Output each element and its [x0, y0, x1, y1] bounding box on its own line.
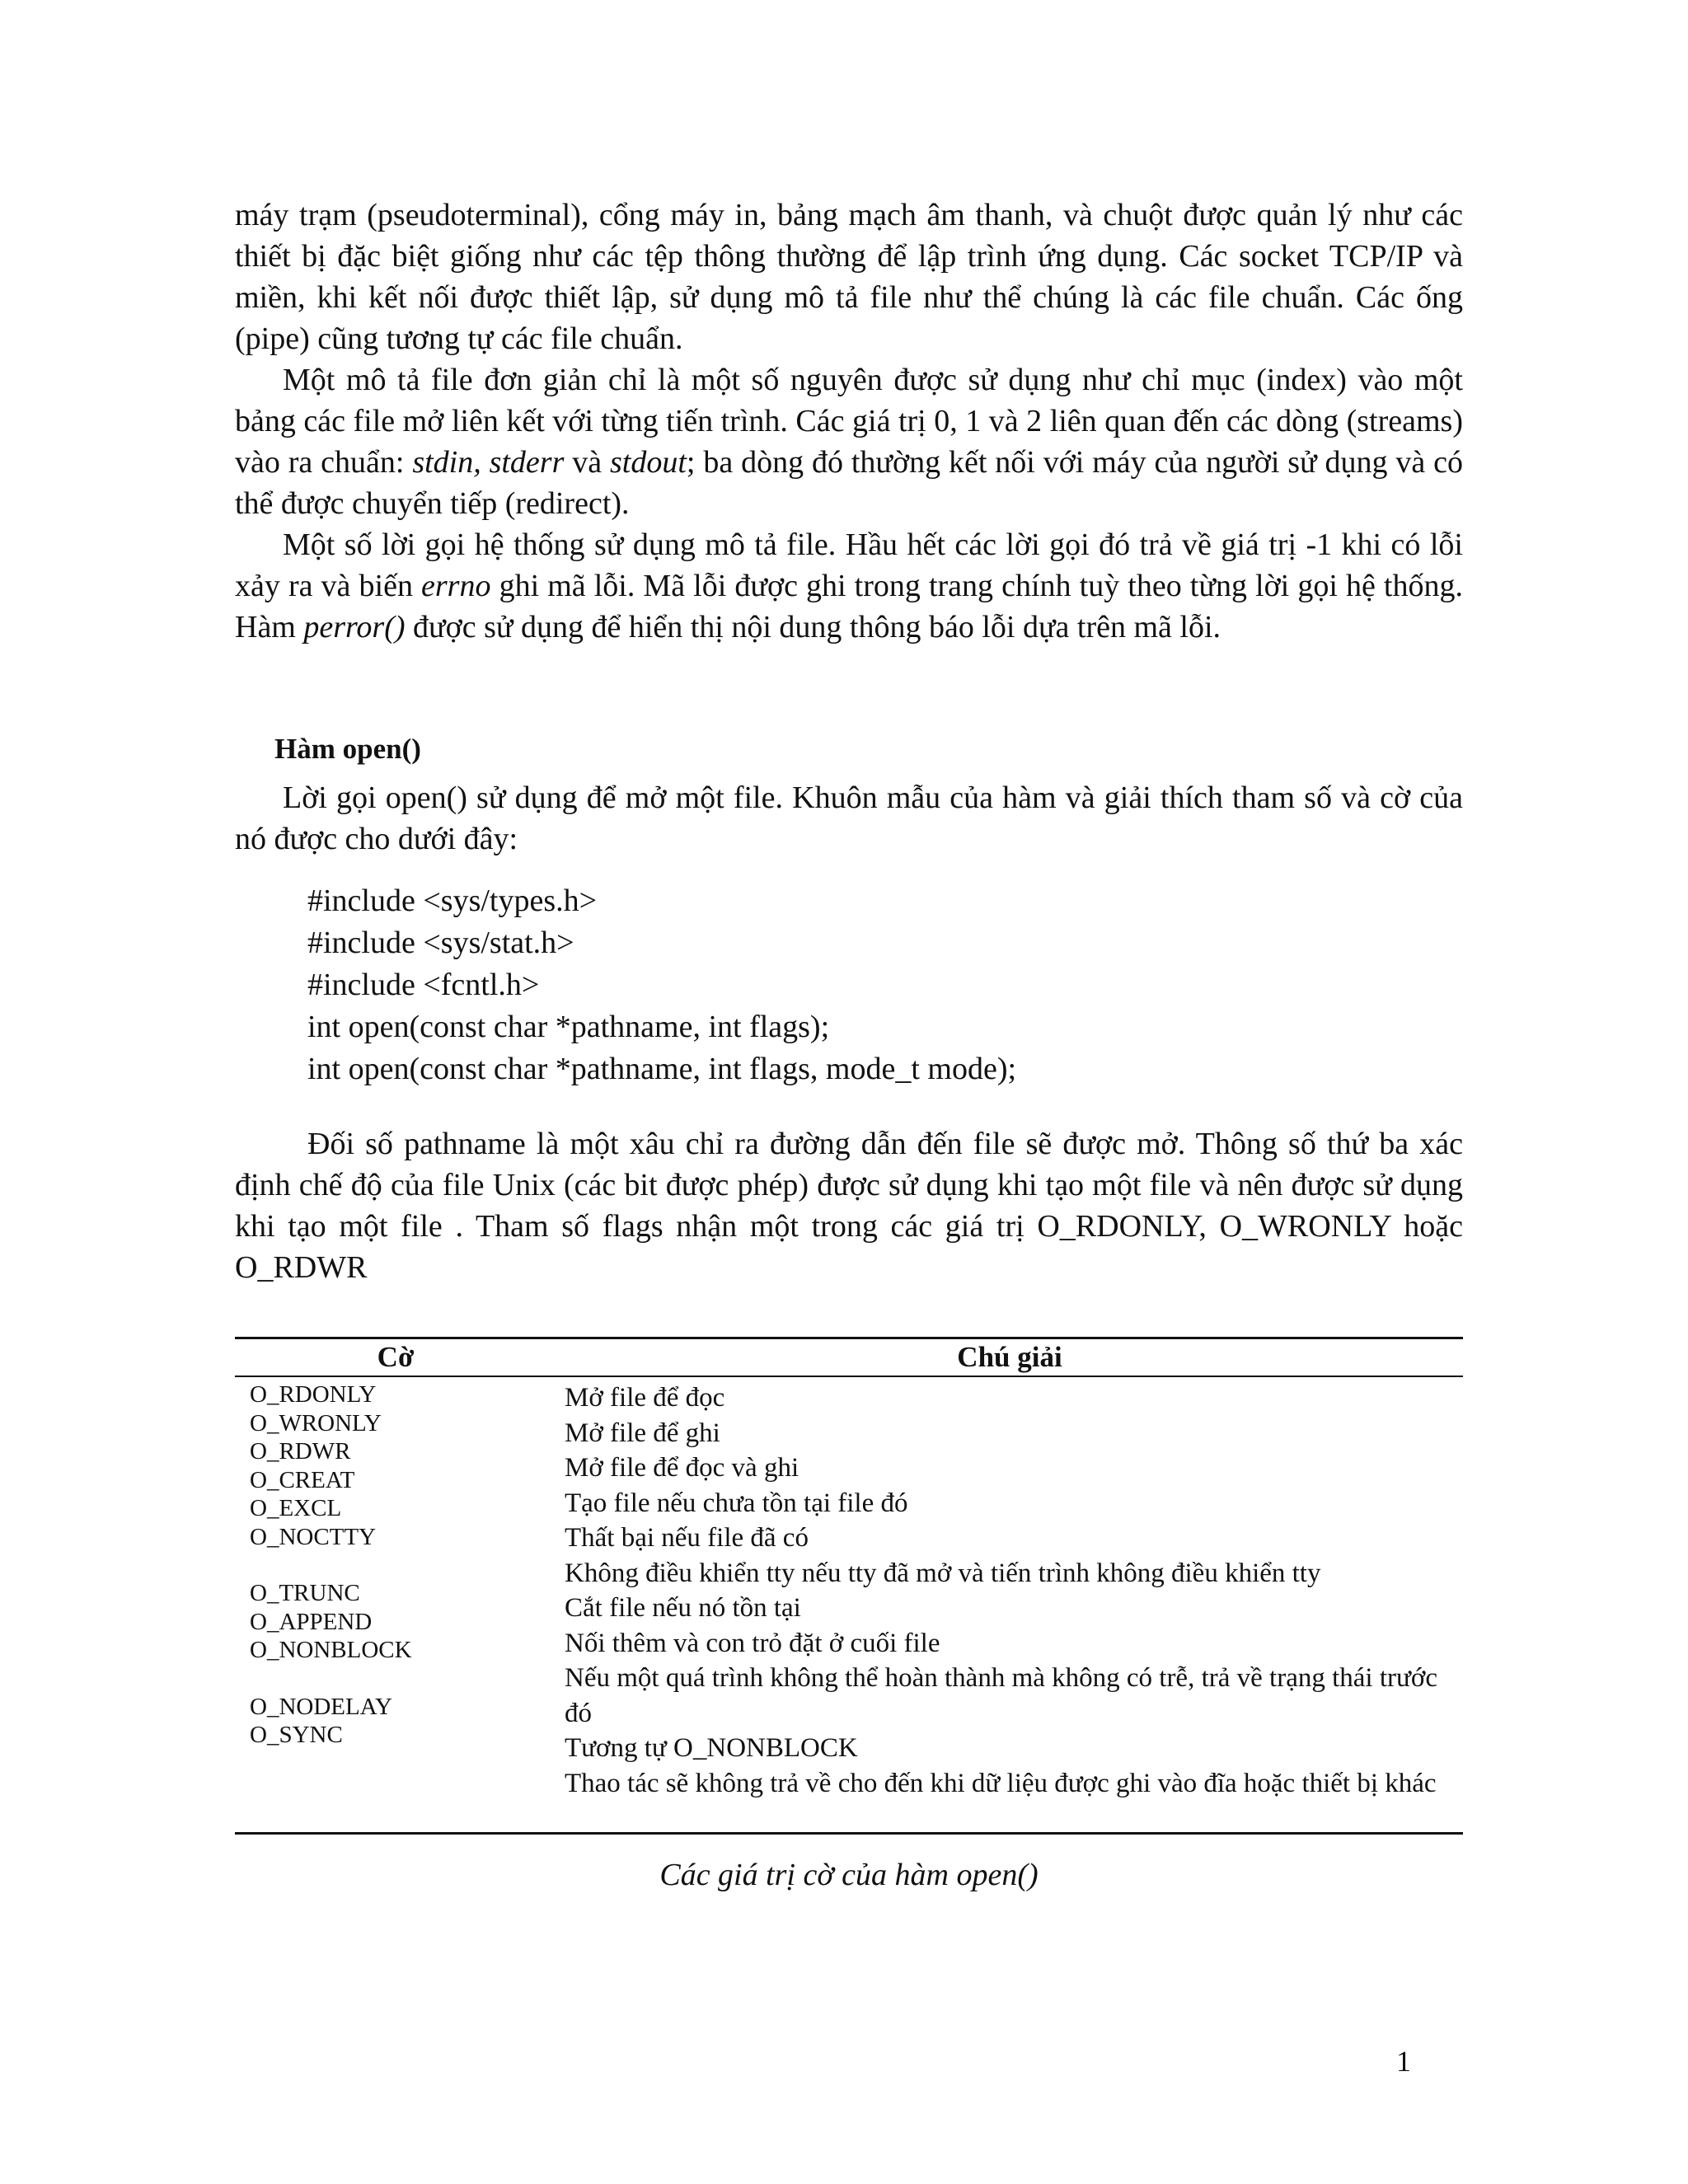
flag-spacer — [250, 1551, 546, 1579]
descriptor-paragraph-middle: và — [564, 445, 611, 480]
description-item: Tương tự O_NONBLOCK — [565, 1733, 858, 1763]
flag-column — [250, 1380, 546, 1750]
pathname-paragraph: Đối số pathname là một xâu chỉ ra đường dẫn đến file sẽ được mở. Thông số thứ ba xác định chế độ của file Unix (các bit được phép) được sử dụng khi tạo một file và nên được sử dụng khi tạo một file . Tham số flags nhận một trong các giá trị O_RDONLY, O_WRONLY hoặc O_RDWR — [235, 1127, 1463, 1285]
table-header — [235, 1339, 1463, 1377]
descriptor-paragraph-after: ; ba dòng đó thường kết nối với máy của người sử dụng và có thể được chuyển tiếp (redirect). — [235, 445, 1463, 521]
syscall-paragraph-after: được sử dụng để hiển thị nội dung thông báo lỗi dựa trên mã lỗi. — [405, 610, 1221, 644]
intro-text-block — [235, 194, 1463, 359]
open-intro-paragraph: Lời gọi open() sử dụng để mở một file. Khuôn mẫu của hàm và giải thích tham số và cờ của nó được cho dưới đây: — [235, 780, 1463, 856]
description-item: Thao tác sẽ không trả về cho đến khi dữ liệu được ghi vào đĩa hoặc thiết bị khác — [565, 1768, 1437, 1798]
section-heading: Hàm open() — [274, 733, 421, 765]
flags-table — [235, 1337, 1463, 1835]
description-item: Mở file để đọc và ghi — [565, 1453, 799, 1483]
table-caption: Các giá trị cờ của hàm open() — [659, 1858, 1039, 1892]
description-item: Mở file để đọc — [565, 1383, 725, 1413]
flag-item: O_WRONLY — [250, 1409, 382, 1436]
code-line: #include <sys/types.h> — [307, 883, 598, 918]
flag-column-header: Cờ — [377, 1341, 415, 1373]
code-line: int open(const char *pathname, int flags, mode_t mode); — [307, 1052, 1017, 1086]
stream-names: stdin, stderr — [412, 445, 565, 480]
descriptor-paragraph-before: Một mô tả file đơn giản chỉ là một số nguyên được sử dụng như chỉ mục (index) vào một bảng các file mở liên kết với từng tiến trình. Các giá trị 0, 1 và 2 liên quan đến các dòng (streams) vào ra chuẩn: — [235, 363, 1463, 480]
syscall-text-block — [235, 524, 1463, 648]
code-block — [307, 880, 1016, 1090]
flag-item: O_APPEND — [250, 1608, 373, 1635]
table-body — [235, 1377, 1463, 1832]
flag-item: O_RDWR — [250, 1438, 351, 1465]
code-line: int open(const char *pathname, int flags); — [307, 1010, 830, 1044]
code-line: #include <fcntl.h> — [307, 968, 540, 1002]
flag-spacer — [250, 1665, 546, 1693]
description-item: Tạo file nếu chưa tồn tại file đó — [565, 1488, 908, 1518]
descriptor-text-block — [235, 359, 1463, 524]
flag-item: O_RDONLY — [250, 1381, 377, 1408]
top-paragraph: máy trạm (pseudoterminal), cổng máy in, bảng mạch âm thanh, và chuột được quản lý như các thiết bị đặc biệt giống như các tệp thông thường để lập trình ứng dụng. Các socket TCP/IP và miền, khi kết nối được thiết lập, sử dụng mô tả file như thể chúng là các file chuẩn. Các ống (pipe) cũng tương tự các file chuẩn. — [235, 198, 1463, 356]
flag-item: O_EXCL — [250, 1495, 342, 1521]
syscall-paragraph-before: Một số lời gọi hệ thống sử dụng mô tả file. Hầu hết các lời gọi đó trả về giá trị -1 khi có lỗi xảy ra và biến — [235, 527, 1463, 603]
description-column — [565, 1380, 1455, 1801]
description-item: Nối thêm và con trỏ đặt ở cuối file — [565, 1628, 940, 1658]
stdout-name: stdout — [610, 445, 687, 480]
description-column-header: Chú giải — [957, 1341, 1062, 1373]
description-item: Mở file để ghi — [565, 1418, 720, 1448]
flag-item: O_NONBLOCK — [250, 1637, 412, 1663]
syscall-paragraph-middle: ghi mã lỗi. Mã lỗi được ghi trong trang chính tuỳ theo từng lời gọi hệ thống. Hàm — [235, 569, 1463, 644]
descriptor-paragraph — [235, 359, 1463, 524]
description-item: Nếu một quá trình không thể hoàn thành mà không có trễ, trả về trạng thái trước đó — [565, 1663, 1437, 1728]
flag-item: O_NODELAY — [250, 1693, 392, 1720]
errno-name: errno — [421, 569, 491, 603]
perror-name: perror() — [303, 610, 406, 644]
pathname-text-block — [235, 1123, 1463, 1288]
description-item: Cắt file nếu nó tồn tại — [565, 1593, 801, 1623]
open-intro-block — [235, 777, 1463, 860]
page-number: 1 — [1396, 2045, 1411, 2078]
flag-item: O_TRUNC — [250, 1580, 360, 1606]
code-line: #include <sys/stat.h> — [307, 926, 574, 960]
flag-item: O_NOCTTY — [250, 1523, 377, 1550]
description-item: Thất bại nếu file đã có — [565, 1523, 809, 1553]
flag-item: O_CREAT — [250, 1466, 355, 1493]
flag-item: O_SYNC — [250, 1722, 343, 1748]
description-item: Không điều khiển tty nếu tty đã mở và tiến trình không điều khiển tty — [565, 1558, 1321, 1588]
syscall-paragraph — [235, 524, 1463, 648]
